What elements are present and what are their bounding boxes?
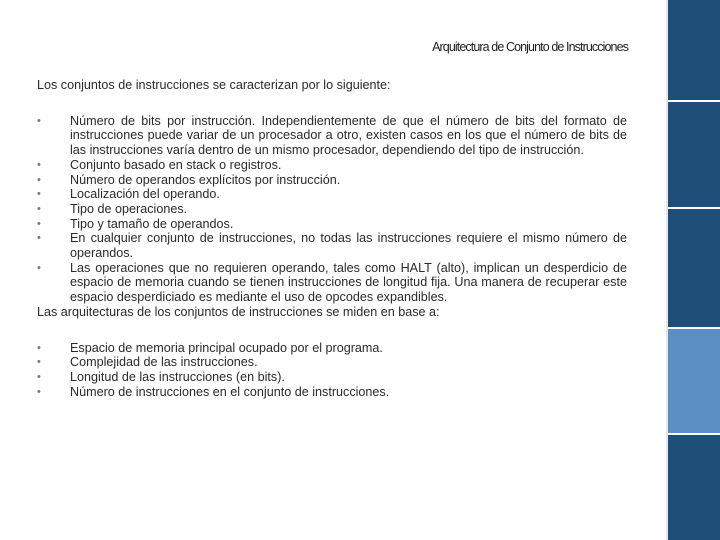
slide-content (37, 78, 627, 399)
list-item-text: Tipo y tamaño de operandos. (70, 216, 234, 231)
list-item (37, 355, 627, 370)
list-item (37, 231, 627, 260)
bullet-icon: • (37, 370, 41, 383)
sidebar-block (668, 329, 720, 433)
list-item-text: Conjunto basado en stack o registros. (70, 157, 282, 172)
list-item-text: En cualquier conjunto de instrucciones, no todas las instrucciones requiere el mismo número de operandos. (70, 231, 627, 261)
bullet-icon: • (37, 114, 41, 127)
list-item (37, 187, 627, 202)
list-item-text: Número de bits por instrucción. Independientemente de que el número de bits del formato de instrucciones puede variar de un procesador a otro, existen casos en los que el número de bits de las instrucciones varía dentro de un mismo procesador, dependiendo del tipo de instrucción. (70, 113, 627, 158)
list-item-text: Longitud de las instrucciones (en bits). (70, 369, 285, 384)
bullet-icon: • (37, 217, 41, 230)
list-item-text: Las operaciones que no requieren operando, tales como HALT (alto), implican un desperdicio de espacio de memoria cuando se tienen instrucciones de longitud fija. Una manera de recuperar este espacio desperdiciado es mediante el uso de opcodes expandibles. (70, 260, 627, 305)
list-item-text: Número de instrucciones en el conjunto de instrucciones. (70, 384, 390, 399)
decorative-sidebar (668, 0, 720, 540)
list-item-text: Localización del operando. (70, 187, 220, 202)
list-item (37, 261, 627, 305)
list-item (37, 114, 627, 158)
sidebar-block (668, 435, 720, 540)
list-item-text: Tipo de operaciones. (70, 201, 188, 216)
section-1-intro: Los conjuntos de instrucciones se caracterizan por lo siguiente: (37, 78, 391, 92)
bullet-icon: • (37, 261, 41, 274)
list-item (37, 202, 627, 217)
sidebar-block (668, 102, 720, 207)
bullet-icon: • (37, 202, 41, 215)
list-item (37, 370, 627, 385)
bullet-icon: • (37, 173, 41, 186)
list-item (37, 341, 627, 356)
bullet-icon: • (37, 188, 41, 201)
list-item-text: Número de operandos explícitos por instrucción. (70, 172, 341, 187)
bullet-icon: • (37, 232, 41, 245)
sidebar-block (668, 209, 720, 327)
list-item (37, 217, 627, 232)
bullet-icon: • (37, 158, 41, 171)
section-2-intro: Las arquitecturas de los conjuntos de instrucciones se miden en base a: (37, 304, 440, 319)
slide-title: Arquitectura de Conjunto de Instrucciones (432, 40, 628, 54)
list-item (37, 385, 627, 400)
sidebar-block (668, 0, 720, 100)
list-item-text: Espacio de memoria principal ocupado por el programa. (70, 340, 383, 355)
section-2-list (37, 341, 627, 400)
list-item (37, 158, 627, 173)
bullet-icon: • (37, 341, 41, 354)
bullet-icon: • (37, 356, 41, 369)
list-item-text: Complejidad de las instrucciones. (70, 355, 258, 370)
list-item (37, 173, 627, 188)
bullet-icon: • (37, 385, 41, 398)
section-1-list (37, 114, 627, 305)
